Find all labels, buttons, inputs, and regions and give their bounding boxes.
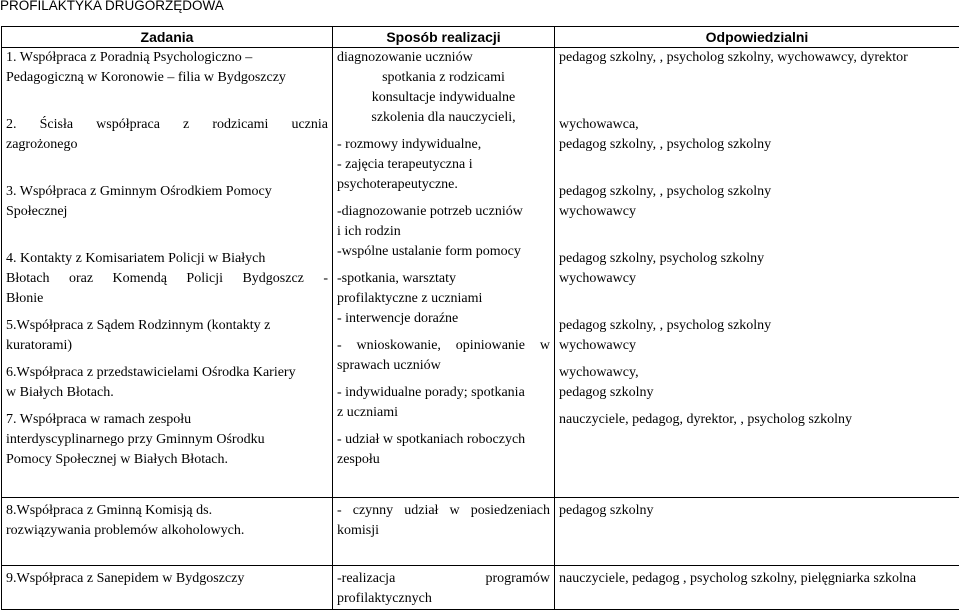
method-text: profilaktyczne z uczniami <box>337 289 550 309</box>
row9.task-line: 9.Współpraca z Sanepidem w Bydgoszczy <box>6 569 328 589</box>
row-4-method <box>337 269 550 329</box>
method-text: -spotkania, warsztaty <box>337 269 550 289</box>
method-column <box>333 48 555 498</box>
row-2-responsible <box>559 115 955 175</box>
row-gap <box>559 470 955 477</box>
method-text: i ich rodzin <box>337 222 550 242</box>
row8-task <box>2 498 333 566</box>
spacer <box>6 155 328 175</box>
row-4-responsible <box>559 249 955 309</box>
row-gap <box>559 108 955 115</box>
task-text: kuratorami) <box>6 336 328 356</box>
row-gap <box>6 470 328 477</box>
method-text: psychoterapeutyczne. <box>337 175 550 195</box>
task-text: 3. Współpraca z Gminnym Ośrodkiem Pomocy <box>6 182 328 202</box>
row8.task-line: 8.Współpraca z Gminną Komisją ds. <box>6 501 328 521</box>
cooperation-table <box>1 26 959 610</box>
word: -realizacja <box>337 569 395 589</box>
row-7-method <box>337 430 550 490</box>
spacer <box>559 430 955 450</box>
spacer <box>559 155 955 175</box>
main-rows <box>2 48 959 498</box>
row-gap <box>559 175 955 182</box>
task-text: 2. Ścisła współpraca z rodzicami ucznia <box>6 115 328 135</box>
responsible-text: pedagog szkolny, , psycholog szkolny <box>559 135 955 155</box>
responsible-text: wychowawcy <box>559 202 955 222</box>
responsible-text: wychowawcy <box>559 336 955 356</box>
header-method: Sposób realizacji <box>333 27 555 48</box>
row-gap <box>6 403 328 410</box>
row-gap <box>6 108 328 115</box>
responsible-column <box>555 48 959 498</box>
method-text: konsultacje indywidualne <box>337 88 550 108</box>
header-responsible: Odpowiedzialni <box>555 27 959 48</box>
task-text: interdyscyplinarnego przy Gminnym Ośrodku <box>6 430 328 450</box>
spacer <box>6 88 328 108</box>
row-gap <box>6 175 328 182</box>
method-text: z uczniami <box>337 403 550 423</box>
row-gap <box>337 329 550 336</box>
row-gap <box>559 309 955 316</box>
responsible-text: pedagog szkolny <box>559 383 955 403</box>
method-text: - wnioskowanie, opiniowanie w <box>337 336 550 356</box>
responsible-text: nauczyciele, pedagog, dyrektor, , psycholog szkolny <box>559 410 955 430</box>
row8.responsible-line: pedagog szkolny <box>559 501 955 521</box>
spacer <box>559 289 955 309</box>
method-text: spotkania z rodzicami <box>337 68 550 88</box>
method-text: diagnozowanie uczniów <box>337 48 550 68</box>
row-3-responsible <box>559 182 955 242</box>
row-gap <box>6 309 328 316</box>
row-gap <box>337 423 550 430</box>
responsible-text: wychowawcy <box>559 269 955 289</box>
responsible-text: pedagog szkolny, psycholog szkolny <box>559 249 955 269</box>
row-6-responsible <box>559 363 955 403</box>
row-gap <box>337 376 550 383</box>
row8-method <box>333 498 555 566</box>
task-text: Społecznej <box>6 202 328 222</box>
responsible-text: pedagog szkolny, , psycholog szkolny, wychowawcy, dyrektor <box>559 48 955 68</box>
row-6-task <box>6 363 328 403</box>
row-gap <box>559 242 955 249</box>
method-text: - udział w spotkaniach roboczych <box>337 430 550 450</box>
task-text: Błotach oraz Komendą Policji Bydgoszcz - <box>6 269 328 289</box>
task-text: zagrożonego <box>6 135 328 155</box>
table-row-9 <box>2 566 959 610</box>
spacer <box>559 88 955 108</box>
row-5-responsible <box>559 316 955 356</box>
method-text: - indywidualne porady; spotkania <box>337 383 550 403</box>
row-gap <box>559 356 955 363</box>
word: programów <box>485 569 550 589</box>
row-2-method <box>337 135 550 195</box>
header-tasks: Zadania <box>2 27 333 48</box>
responsible-text: wychowawca, <box>559 115 955 135</box>
row9.method-line <box>337 569 550 589</box>
task-text: Pedagogiczną w Koronowie – filia w Bydgoszczy <box>6 68 328 88</box>
row-gap <box>6 242 328 249</box>
row-gap <box>337 490 550 497</box>
method-text: - rozmowy indywidualne, <box>337 135 550 155</box>
page-heading: PROFILAKTYKA DRUGORZĘDOWA <box>0 0 959 14</box>
row8-responsible <box>555 498 959 566</box>
row-gap <box>337 195 550 202</box>
row-gap <box>6 356 328 363</box>
method-text: zespołu <box>337 450 550 470</box>
row-gap <box>559 403 955 410</box>
row-6-method <box>337 383 550 423</box>
tasks-column <box>2 48 333 498</box>
row-1-responsible <box>559 48 955 108</box>
row-4-task <box>6 249 328 309</box>
row8.task-line: rozwiązywania problemów alkoholowych. <box>6 521 328 541</box>
responsible-text: wychowawcy, <box>559 363 955 383</box>
row-2-task <box>6 115 328 175</box>
method-text: - zajęcia terapeutyczna i <box>337 155 550 175</box>
row-7-task <box>6 410 328 470</box>
row-gap <box>337 128 550 135</box>
row-3-method <box>337 202 550 262</box>
spacer <box>6 222 328 242</box>
row-5-task <box>6 316 328 356</box>
row-1-task <box>6 48 328 108</box>
task-text: w Białych Błotach. <box>6 383 328 403</box>
row9-responsible <box>555 566 959 610</box>
task-text: Pomocy Społecznej w Białych Błotach. <box>6 450 328 470</box>
task-text: Błonie <box>6 289 328 309</box>
row9.method-line: profilaktycznych <box>337 589 550 609</box>
row9-method <box>333 566 555 610</box>
table-row-8 <box>2 498 959 566</box>
row-3-task <box>6 182 328 242</box>
method-text: szkolenia dla nauczycieli, <box>337 108 550 128</box>
task-text: 6.Współpraca z przedstawicielami Ośrodka Kariery <box>6 363 328 383</box>
task-text: 7. Współpraca w ramach zespołu <box>6 410 328 430</box>
row-1-method <box>337 48 550 128</box>
row9-task <box>2 566 333 610</box>
spacer <box>559 68 955 88</box>
spacer <box>337 470 550 490</box>
method-text: - interwencje doraźne <box>337 309 550 329</box>
responsible-text: pedagog szkolny, , psycholog szkolny <box>559 182 955 202</box>
row8.method-line: - czynny udział w posiedzeniach <box>337 501 550 521</box>
spacer <box>559 450 955 470</box>
spacer <box>559 222 955 242</box>
row8.method-line: komisji <box>337 521 550 541</box>
task-text: 5.Współpraca z Sądem Rodzinnym (kontakty z <box>6 316 328 336</box>
method-text: -diagnozowanie potrzeb uczniów <box>337 202 550 222</box>
row-gap <box>337 262 550 269</box>
row9.responsible-line: nauczyciele, pedagog , psycholog szkolny, pielęgniarka szkolna <box>559 569 955 589</box>
method-text: sprawach uczniów <box>337 356 550 376</box>
row-7-responsible <box>559 410 955 470</box>
header-row <box>2 27 959 48</box>
task-text: 4. Kontakty z Komisariatem Policji w Białych <box>6 249 328 269</box>
responsible-text: pedagog szkolny, , psycholog szkolny <box>559 316 955 336</box>
row-5-method <box>337 336 550 376</box>
task-text: 1. Współpraca z Poradnią Psychologiczno – <box>6 48 328 68</box>
method-text: -wspólne ustalanie form pomocy <box>337 242 550 262</box>
